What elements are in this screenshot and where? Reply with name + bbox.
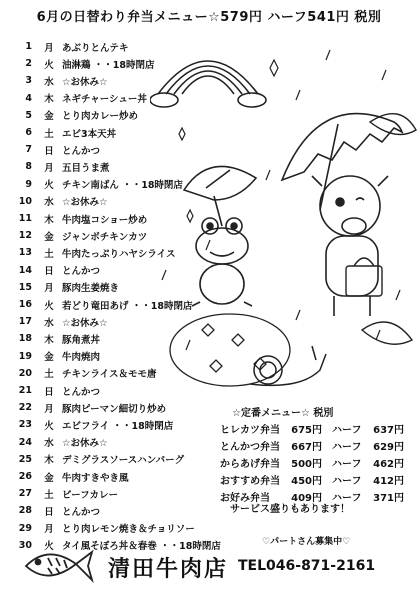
menu-weekday: 月 — [44, 524, 54, 536]
standard-menu-name: とんかつ弁当 — [220, 442, 280, 453]
menu-row — [14, 55, 155, 72]
standard-menu-name: おすすめ弁当 — [220, 476, 281, 487]
menu-item: とんかつ — [62, 145, 101, 157]
menu-weekday: 水 — [44, 438, 54, 450]
menu-item: エビフライ ・・18時閉店 — [62, 420, 174, 432]
menu-row — [14, 468, 129, 485]
menu-item: 豚肉ピーマン細切り炒め — [62, 403, 167, 415]
rainbow-icon — [150, 61, 266, 107]
standard-menu-name: お好み弁当 — [220, 493, 270, 504]
menu-row — [14, 279, 119, 296]
standard-menu-price: 409円 — [291, 493, 322, 504]
standard-menu-half-price: 371円 — [373, 493, 404, 504]
menu-day: 22 — [18, 402, 32, 414]
menu-day: 28 — [18, 505, 32, 517]
menu-weekday: 月 — [44, 42, 54, 54]
menu-day: 17 — [18, 316, 32, 328]
menu-row — [14, 485, 118, 502]
menu-weekday: 木 — [44, 214, 54, 226]
menu-day: 25 — [18, 453, 32, 465]
menu-weekday: 土 — [44, 489, 54, 501]
menu-item: エビ3本天丼 — [62, 128, 117, 140]
menu-weekday: 火 — [44, 300, 54, 312]
standard-menu-name: ヒレカツ弁当 — [220, 425, 280, 436]
menu-weekday: 水 — [44, 197, 54, 209]
standard-menu-half-label: ハーフ — [332, 476, 362, 487]
leaf-umbrella-icon — [184, 166, 256, 226]
standard-menu-row — [220, 437, 404, 454]
standard-menu-half-price: 629円 — [373, 442, 404, 453]
menu-weekday: 木 — [44, 94, 54, 106]
menu-item: チキンライス＆モモ唐 — [62, 369, 157, 381]
menu-day: 24 — [18, 436, 32, 448]
menu-day: 9 — [25, 178, 32, 190]
menu-row — [14, 141, 100, 158]
standard-menu-row — [220, 420, 404, 437]
menu-row — [14, 330, 100, 347]
menu-day: 30 — [18, 539, 32, 551]
menu-weekday: 火 — [44, 420, 54, 432]
menu-weekday: 日 — [44, 145, 54, 157]
menu-item: 牛肉たっぷりハヤシライス — [62, 248, 176, 260]
menu-weekday: 金 — [44, 352, 54, 364]
menu-day: 15 — [18, 281, 32, 293]
menu-day: 16 — [18, 299, 32, 310]
menu-weekday: 火 — [44, 59, 54, 71]
menu-weekday: 火 — [44, 180, 54, 192]
menu-day: 20 — [18, 367, 32, 379]
menu-row — [14, 72, 108, 89]
standard-menu-half-label: ハーフ — [332, 442, 362, 453]
menu-day: 21 — [18, 385, 32, 396]
menu-weekday: 土 — [44, 128, 54, 140]
menu-weekday: 日 — [44, 266, 54, 278]
snail-icon — [250, 346, 326, 385]
standard-menu-price: 667円 — [291, 442, 322, 453]
standard-menu-half-label: ハーフ — [332, 493, 362, 504]
menu-row — [14, 399, 166, 416]
menu-weekday: 日 — [44, 386, 54, 398]
menu-day: 4 — [25, 92, 32, 104]
menu-day: 23 — [18, 419, 32, 431]
frog-icon — [192, 218, 252, 306]
menu-row — [14, 520, 195, 537]
menu-weekday: 土 — [44, 248, 54, 260]
menu-day: 7 — [25, 144, 32, 156]
menu-day: 18 — [18, 333, 32, 345]
menu-row — [14, 434, 108, 451]
menu-day: 5 — [25, 109, 32, 121]
standard-menu-price: 675円 — [291, 425, 322, 436]
menu-day: 6 — [25, 127, 32, 138]
menu-day: 19 — [18, 350, 32, 362]
menu-item: デミグラスソースハンバーグ — [62, 455, 185, 467]
menu-weekday: 火 — [44, 541, 54, 553]
hydrangea-left-icon — [170, 314, 290, 386]
standard-menu-half-label: ハーフ — [332, 459, 362, 470]
menu-weekday: 水 — [44, 317, 54, 329]
standard-menu-price: 450円 — [291, 476, 322, 487]
menu-day: 13 — [18, 247, 32, 259]
menu-item: 若どり竜田あげ ・・18時閉店 — [62, 300, 193, 312]
menu-item: ☆お休み☆ — [62, 317, 108, 329]
menu-weekday: 金 — [44, 231, 54, 243]
rain-drops-icon — [162, 50, 400, 350]
menu-day: 11 — [18, 213, 32, 224]
service-note: サービス盛りもあります！ — [230, 504, 350, 515]
menu-row — [14, 210, 147, 227]
menu-day: 1 — [25, 41, 32, 52]
menu-item: チキン南ばん ・・18時閉店 — [62, 180, 183, 192]
menu-item: 牛肉塩コショー炒め — [62, 214, 148, 226]
menu-row — [14, 416, 173, 433]
menu-weekday: 日 — [44, 506, 54, 518]
menu-weekday: 土 — [44, 369, 54, 381]
page-title: 6月の日替わり弁当メニュー☆579円 ハーフ541円 税別 — [36, 10, 382, 25]
menu-day: 26 — [18, 471, 32, 482]
menu-item: ジャンボチキンカツ — [62, 231, 148, 243]
standard-menu-half-price: 412円 — [373, 476, 404, 487]
recruit-notice: ♡パートさん募集中♡ — [262, 537, 351, 547]
menu-weekday: 金 — [44, 472, 54, 484]
menu-item: ☆お休み☆ — [62, 76, 108, 88]
menu-day: 29 — [18, 522, 32, 534]
shop-name: 清田牛肉店 — [108, 556, 229, 582]
menu-weekday: 木 — [44, 334, 54, 346]
standard-menu-row — [220, 471, 404, 488]
menu-item: とんかつ — [62, 506, 101, 518]
menu-item: 牛肉焼肉 — [62, 352, 101, 364]
fish-icon — [18, 540, 96, 590]
menu-item: とり肉レモン焼き＆チョリソー — [62, 524, 195, 536]
menu-day: 8 — [25, 161, 32, 173]
menu-row — [14, 193, 108, 210]
menu-row — [14, 451, 184, 468]
menu-item: タイ風そぼろ丼＆春巻 ・・18時閉店 — [62, 541, 221, 553]
menu-row — [14, 90, 147, 107]
menu-item: 油淋鶏 ・・18時閉店 — [62, 59, 155, 71]
menu-item: 牛肉すきやき風 — [62, 472, 129, 484]
umbrella-icon — [282, 114, 402, 210]
menu-item: ☆お休み☆ — [62, 197, 108, 209]
menu-row — [14, 502, 100, 519]
menu-item: ビーフカレー — [62, 489, 119, 501]
standard-menu-name: からあげ弁当 — [220, 459, 280, 470]
bag-icon — [346, 258, 382, 296]
standard-menu-half-price: 637円 — [373, 425, 404, 436]
menu-item: とり肉カレー炒め — [62, 111, 139, 123]
phone-number: TEL046-871-2161 — [238, 558, 376, 574]
menu-weekday: 月 — [44, 403, 54, 415]
menu-item: あぶりとんテキ — [62, 42, 129, 54]
menu-day: 10 — [18, 195, 32, 207]
menu-row — [14, 382, 100, 399]
menu-weekday: 木 — [44, 455, 54, 467]
menu-row — [14, 227, 147, 244]
standard-menu-price: 500円 — [291, 459, 322, 470]
menu-row — [14, 313, 108, 330]
menu-day: 14 — [18, 264, 32, 276]
menu-item: とんかつ — [62, 386, 101, 398]
menu-row — [14, 38, 129, 55]
menu-day: 2 — [25, 58, 32, 70]
standard-menu-title: ☆定番メニュー☆ 税別 — [232, 408, 334, 419]
menu-item: 五目うま煮 — [62, 162, 110, 174]
menu-item: とんかつ — [62, 266, 101, 278]
menu-row — [14, 365, 157, 382]
menu-weekday: 金 — [44, 111, 54, 123]
menu-item: ☆お休み☆ — [62, 438, 108, 450]
menu-day: 12 — [18, 230, 32, 242]
menu-weekday: 月 — [44, 283, 54, 295]
menu-item: ネギチャーシュー丼 — [62, 94, 147, 106]
menu-item: 豚角煮丼 — [62, 334, 101, 346]
menu-row — [14, 124, 116, 141]
menu-weekday: 月 — [44, 162, 54, 174]
menu-item: 豚肉生姜焼き — [62, 283, 120, 295]
menu-day: 27 — [18, 488, 32, 500]
standard-menu-half-price: 462円 — [373, 459, 404, 470]
menu-weekday: 水 — [44, 76, 54, 88]
menu-row — [14, 107, 138, 124]
standard-menu-half-label: ハーフ — [332, 425, 362, 436]
menu-row — [14, 158, 110, 175]
standard-menu-row — [220, 454, 404, 471]
menu-day: 3 — [25, 75, 32, 87]
illustration — [150, 30, 418, 390]
menu-row — [14, 348, 100, 365]
menu-row — [14, 262, 100, 279]
